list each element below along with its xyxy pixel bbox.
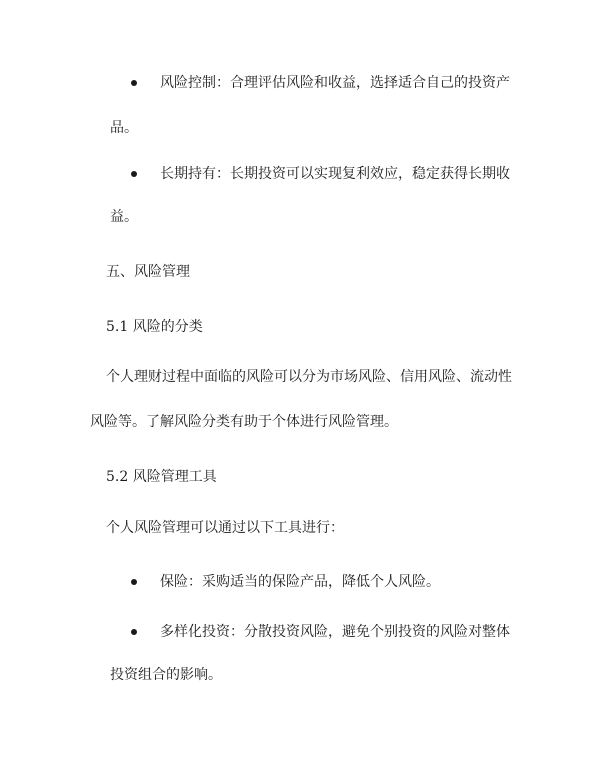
paragraph-line: 风险等。了解风险分类有助于个体进行风险管理。 <box>90 414 398 430</box>
paragraph-line: 个人理财过程中面临的风险可以分为市场风险、信用风险、流动性 <box>106 369 512 385</box>
bullet-text-line: 长期持有：长期投资可以实现复利效应，稳定获得长期收 <box>160 166 510 182</box>
bullet-text-continuation: 品。 <box>110 120 138 136</box>
bullet-dot <box>131 80 137 86</box>
bullet-text-continuation: 投资组合的影响。 <box>110 667 222 683</box>
subsection-heading: 5.2 风险管理工具 <box>106 469 217 485</box>
bullet-text-line: 保险：采购适当的保险产品，降低个人风险。 <box>160 574 440 590</box>
subsection-heading: 5.1 风险的分类 <box>106 319 203 335</box>
bullet-text-line: 风险控制：合理评估风险和收益，选择适合自己的投资产 <box>160 75 510 91</box>
bullet-text-line: 多样化投资：分散投资风险，避免个别投资的风险对整体 <box>160 624 510 640</box>
section-heading: 五、风险管理 <box>106 264 190 280</box>
paragraph-line: 个人风险管理可以通过以下工具进行： <box>106 520 344 536</box>
bullet-dot <box>131 629 137 635</box>
bullet-dot <box>131 171 137 177</box>
bullet-dot <box>131 579 137 585</box>
bullet-text-continuation: 益。 <box>110 209 138 225</box>
